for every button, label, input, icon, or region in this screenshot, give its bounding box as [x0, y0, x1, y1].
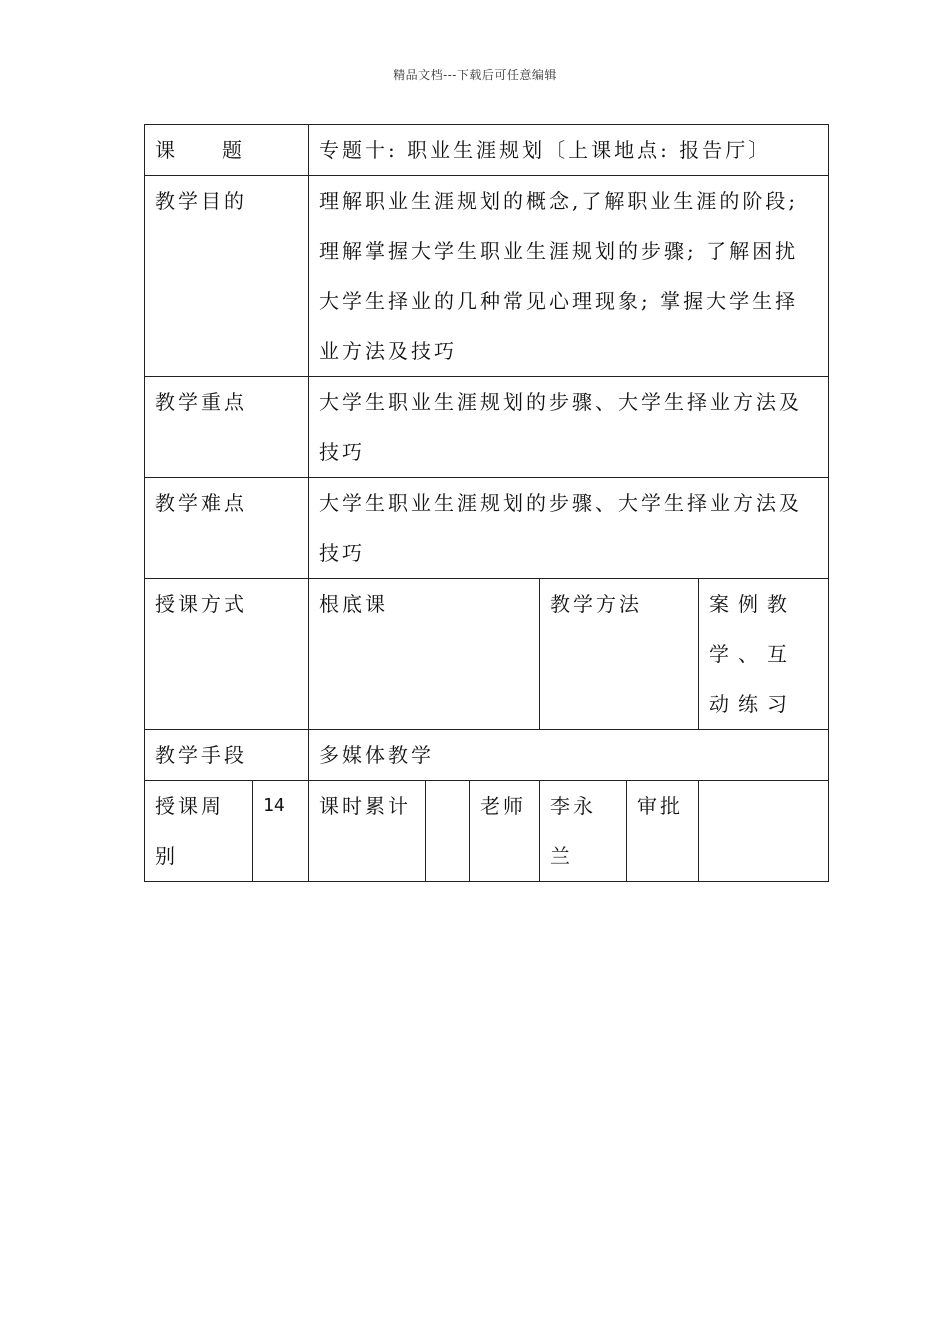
topic-label-cell — [145, 125, 309, 176]
table-row-schedule — [145, 781, 829, 882]
method-value-cell — [699, 579, 829, 730]
teacher-value: 李永兰 — [550, 794, 596, 868]
difficulty-label-cell — [145, 478, 309, 579]
key-point-label: 教学重点 — [155, 390, 247, 414]
means-label-cell — [145, 730, 309, 781]
hours-label-cell — [309, 781, 426, 882]
topic-label-a: 课 — [155, 138, 178, 162]
key-point-value-cell — [309, 377, 829, 478]
format-value-cell — [309, 579, 540, 730]
method-value: 案例教学、互动练习 — [709, 592, 796, 716]
objective-label-cell — [145, 176, 309, 377]
topic-value: 专题十: 职业生涯规划〔上课地点: 报告厅〕 — [319, 138, 772, 162]
page-header-note: 精品文档---下载后可任意编辑 — [393, 68, 557, 82]
table-row-topic — [145, 125, 829, 176]
table-row-means — [145, 730, 829, 781]
approval-value-cell — [699, 781, 829, 882]
difficulty-label: 教学难点 — [155, 491, 247, 515]
topic-value-cell — [309, 125, 829, 176]
hours-value-cell — [426, 781, 470, 882]
format-value: 根底课 — [319, 592, 388, 616]
table-row-difficulty — [145, 478, 829, 579]
format-label-cell — [145, 579, 309, 730]
table-row-format — [145, 579, 829, 730]
table-row-objective — [145, 176, 829, 377]
objective-value: 理解职业生涯规划的概念,了解职业生涯的阶段;理解掌握大学生职业生涯规划的步骤; 了解困扰大学生择业的几种常见心理现象; 掌握大学生择业方法及技巧 — [319, 189, 799, 363]
approval-label: 审批 — [637, 794, 683, 818]
means-label: 教学手段 — [155, 743, 247, 767]
key-point-value: 大学生职业生涯规划的步骤、大学生择业方法及技巧 — [319, 390, 802, 464]
means-value: 多媒体教学 — [319, 743, 434, 767]
table-row-key-point — [145, 377, 829, 478]
method-label-cell — [540, 579, 699, 730]
teacher-label-cell — [470, 781, 540, 882]
means-value-cell — [309, 730, 829, 781]
format-label: 授课方式 — [155, 592, 247, 616]
objective-value-cell — [309, 176, 829, 377]
approval-label-cell — [627, 781, 699, 882]
topic-label-b: 题 — [222, 138, 245, 162]
key-point-label-cell — [145, 377, 309, 478]
method-label: 教学方法 — [550, 592, 642, 616]
objective-label: 教学目的 — [155, 189, 247, 213]
teacher-value-cell — [540, 781, 627, 882]
difficulty-value-cell — [309, 478, 829, 579]
week-value-cell — [253, 781, 309, 882]
difficulty-value: 大学生职业生涯规划的步骤、大学生择业方法及技巧 — [319, 491, 802, 565]
week-value: 14 — [263, 795, 285, 816]
lesson-plan-table — [144, 124, 829, 882]
teacher-label: 老师 — [480, 794, 526, 818]
hours-label: 课时累计 — [319, 794, 411, 818]
week-label: 授课周别 — [155, 794, 224, 868]
week-label-cell — [145, 781, 253, 882]
